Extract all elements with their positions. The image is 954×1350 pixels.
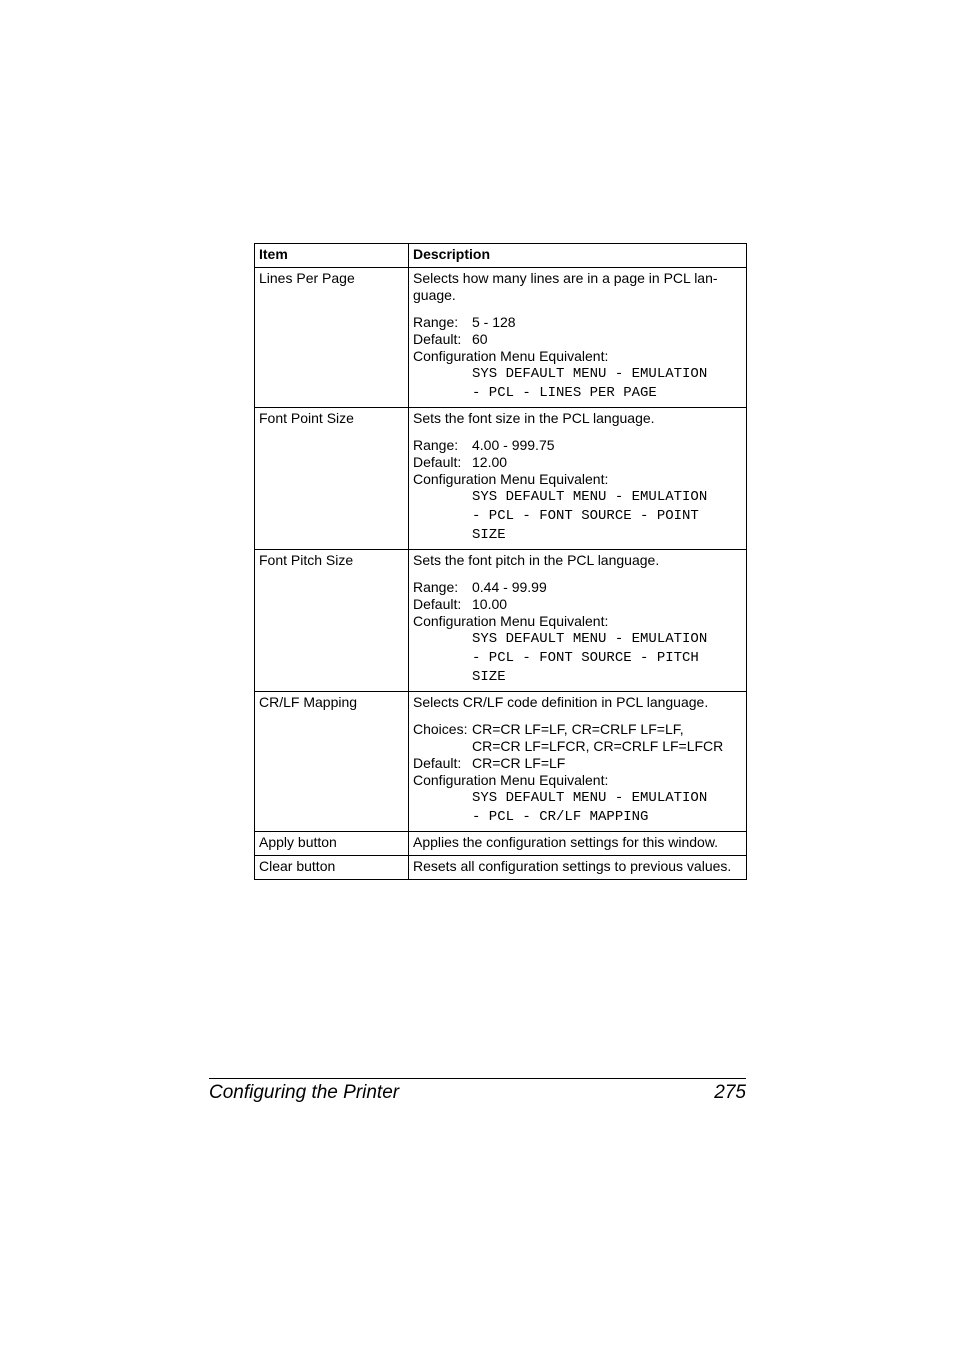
range-line: Range: 5 - 128 — [413, 314, 516, 330]
table-row — [255, 408, 747, 550]
item-cell: Apply button — [255, 832, 409, 856]
table-row — [255, 832, 747, 856]
table-row — [255, 692, 747, 832]
description-cell — [409, 268, 747, 408]
table-row — [255, 856, 747, 880]
range-line: Range: 4.00 - 999.75 — [413, 437, 555, 453]
description-cell: Applies the configuration settings for this window. — [409, 832, 747, 856]
default-line: Default: 60 — [413, 331, 488, 347]
description-cell — [409, 550, 747, 692]
description-cell: Resets all configuration settings to previous values. — [409, 856, 747, 880]
table-row — [255, 268, 747, 408]
config-menu-label: Configuration Menu Equivalent: — [413, 772, 609, 788]
table-header-row — [255, 244, 747, 268]
config-menu-label: Configuration Menu Equivalent: — [413, 471, 609, 487]
description-cell — [409, 692, 747, 832]
footer-title: Configuring the Printer — [209, 1082, 400, 1103]
range-line: Range: 0.44 - 99.99 — [413, 579, 547, 595]
description-summary: Selects how many lines are in a page in PCL lan- guage. — [413, 270, 718, 303]
menu-path: SYS DEFAULT MENU - EMULATION - PCL - LINES PER PAGE — [472, 366, 708, 401]
description-summary: Sets the font pitch in the PCL language. — [413, 552, 660, 568]
column-header-description: Description — [409, 244, 747, 268]
menu-path: SYS DEFAULT MENU - EMULATION - PCL - FONT SOURCE - PITCH SIZE — [472, 631, 708, 685]
default-line: Default: 12.00 — [413, 454, 508, 470]
config-menu-label: Configuration Menu Equivalent: — [413, 348, 609, 364]
menu-path: SYS DEFAULT MENU - EMULATION - PCL - CR/LF MAPPING — [472, 790, 708, 825]
choices-continuation: CR=CR LF=LFCR, CR=CRLF LF=LFCR — [472, 738, 724, 754]
item-cell: Font Pitch Size — [255, 550, 409, 692]
description-summary: Sets the font size in the PCL language. — [413, 410, 655, 426]
item-cell: Lines Per Page — [255, 268, 409, 408]
choices-line: Choices: CR=CR LF=LF, CR=CRLF LF=LF, — [413, 721, 684, 737]
default-line: Default: 10.00 — [413, 596, 508, 612]
page-footer — [209, 1078, 746, 1103]
default-line: Default: CR=CR LF=LF — [413, 755, 566, 771]
description-summary: Selects CR/LF code definition in PCL language. — [413, 694, 709, 710]
table-row — [255, 550, 747, 692]
menu-path: SYS DEFAULT MENU - EMULATION - PCL - FONT SOURCE - POINT SIZE — [472, 489, 708, 543]
item-cell: Font Point Size — [255, 408, 409, 550]
page-number: 275 — [714, 1082, 746, 1103]
column-header-item: Item — [255, 244, 409, 268]
config-menu-label: Configuration Menu Equivalent: — [413, 613, 609, 629]
item-cell: Clear button — [255, 856, 409, 880]
item-cell: CR/LF Mapping — [255, 692, 409, 832]
settings-table — [254, 243, 747, 880]
description-cell — [409, 408, 747, 550]
